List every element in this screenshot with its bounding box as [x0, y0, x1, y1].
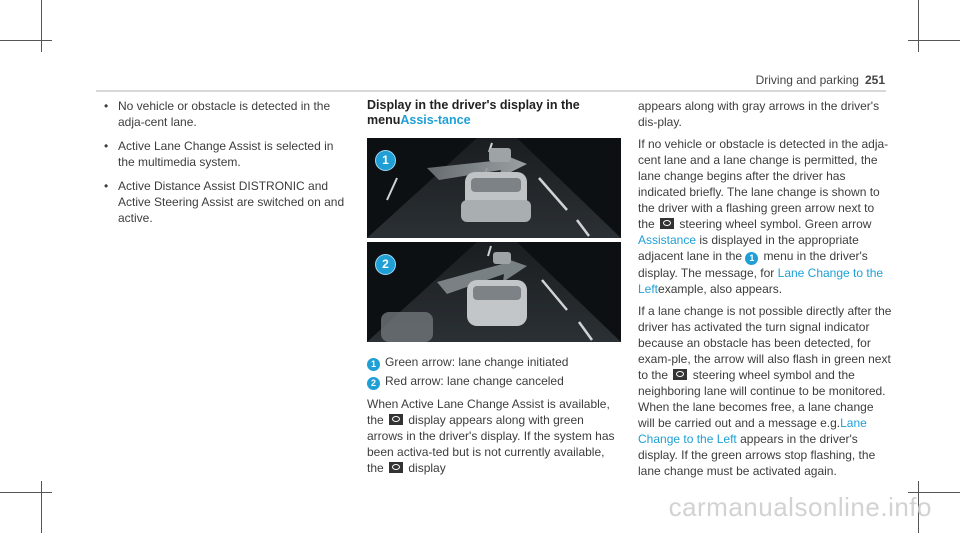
crop-mark: [0, 40, 52, 41]
legend-item: 1 Green arrow: lane change initiated: [367, 354, 622, 371]
list-item: • Active Lane Change Assist is selected in the multimedia system.: [100, 138, 350, 170]
callout-badge-inline: 1: [745, 252, 758, 265]
column-3: [638, 98, 892, 485]
column-1: [100, 98, 350, 234]
lane-change-image-2: [367, 242, 621, 342]
illustration-group: [367, 138, 622, 342]
menu-link-assistance[interactable]: Assis-tance: [400, 113, 471, 127]
header-rule: [96, 90, 886, 92]
body-paragraph: When Active Lane Change Assist is available, the display appears along with green arrows in the driver's display. If the system has been activa-ted but is not currently available, the display: [367, 397, 615, 475]
watermark: carmanualsonline.info: [668, 492, 932, 522]
requirements-list: [100, 98, 350, 226]
section-heading: Display in the driver's display in the menuAssis-tance: [367, 98, 580, 127]
steering-wheel-icon: [389, 462, 403, 473]
column-2: [367, 98, 622, 482]
crop-mark: [41, 481, 42, 533]
menu-link-assistance[interactable]: Assistance: [638, 233, 697, 247]
image-legend: [367, 354, 622, 390]
body-paragraph: appears along with gray arrows in the driver's dis-play.: [638, 99, 880, 129]
callout-badge-2: 2: [375, 254, 396, 275]
callout-badge-1: 1: [375, 150, 396, 171]
crop-mark: [908, 40, 960, 41]
legend-badge: 1: [367, 358, 380, 371]
steering-wheel-icon: [660, 218, 674, 229]
body-paragraph: If no vehicle or obstacle is detected in the adja-cent lane and a lane change is permitted, the lane change begins after the driver has indicated briefly. The lane change is shown to the driver with a flashing green arrow next to the steering wheel symbol. Green arrow Assistance is displayed in the appropriate adjacent lane in the 1 menu in the driver's display. The message, for Lane Change to the Leftexample, also appears.: [638, 137, 889, 296]
lane-change-image-1: [367, 138, 621, 238]
steering-wheel-icon: [389, 414, 403, 425]
list-item: • Active Distance Assist DISTRONIC and Active Steering Assist are switched on and active.: [100, 178, 350, 226]
crop-mark: [41, 0, 42, 52]
message-lane-change-left: Lane Change to the Left: [638, 416, 867, 446]
legend-item: 2 Red arrow: lane change canceled: [367, 373, 622, 390]
body-paragraph: If a lane change is not possible directly after the driver has activated the turn signal indicator because an obstacle has been detected, for exam-ple, the arrow will also flash in green next to the steering wheel symbol and the neighboring lane will continue to be monitored. When the lane becomes free, a lane change will be carried out and a message e.g.Lane Change to the Left appears in the driver's display. If the green arrows stop flashing, the lane change must be activated again.: [638, 304, 892, 478]
crop-mark: [918, 0, 919, 52]
message-lane-change-left: Lane Change to the Left: [638, 266, 884, 296]
page-number: 251: [864, 73, 885, 87]
steering-wheel-icon: [673, 369, 687, 380]
road-scene-1-graphic: [367, 138, 621, 238]
section-title: Driving and parking: [755, 73, 859, 87]
list-item: • No vehicle or obstacle is detected in the adja-cent lane.: [100, 98, 350, 130]
running-header: [756, 73, 885, 87]
road-scene-2-graphic: [367, 242, 621, 342]
legend-badge: 2: [367, 377, 380, 390]
crop-mark: [0, 492, 52, 493]
